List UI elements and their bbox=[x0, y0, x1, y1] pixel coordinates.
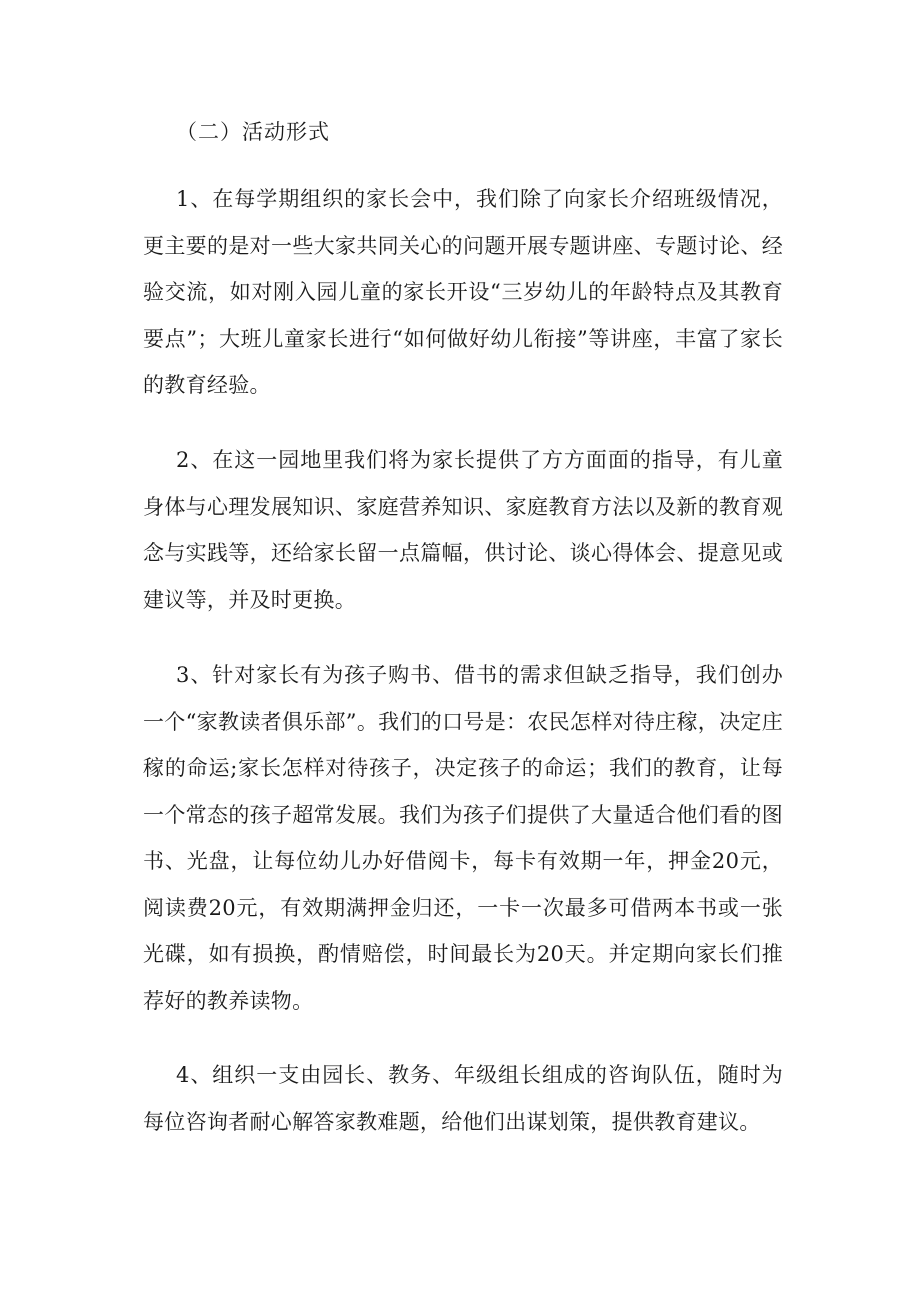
paragraph-2: 2、在这一园地里我们将为家长提供了方方面面的指导，有儿童身体与心理发展知识、家庭营养知识、家庭教育方法以及新的教育观念与实践等，还给家长留一点篇幅，供讨论、谈心得体会、提意见或建议等，并及时更换。 bbox=[143, 448, 783, 612]
paragraph-1: 1、在每学期组织的家长会中，我们除了向家长介绍班级情况，更主要的是对一些大家共同关心的问题开展专题讲座、专题讨论、经验交流，如对刚入园儿童的家长开设“三岁幼儿的年龄特点及其教育要点”；大班儿童家长进行“如何做好幼儿衔接”等讲座，丰富了家长的教育经验。 bbox=[143, 187, 783, 397]
section-heading: （二）活动形式 bbox=[176, 120, 330, 144]
paragraph-3: 3、针对家长有为孩子购书、借书的需求但缺乏指导，我们创办一个“家教读者俱乐部”。我们的口号是：农民怎样对待庄稼，决定庄稼的命运;家长怎样对待孩子，决定孩子的命运；我们的教育，让每一个常态的孩子超常发展。我们为孩子们提供了大量适合他们看的图书、光盘，让每位幼儿办好借阅卡，每卡有效期一年，押金20元，阅读费20元，有效期满押金归还，一卡一次最多可借两本书或一张光碟，如有损换，酌情赔偿，时间最长为20天。并定期向家长们推荐好的教养读物。 bbox=[143, 663, 783, 1013]
paragraph-4: 4、组织一支由园长、教务、年级组长组成的咨询队伍，随时为每位咨询者耐心解答家教难题，给他们出谋划策，提供教育建议。 bbox=[143, 1063, 783, 1134]
